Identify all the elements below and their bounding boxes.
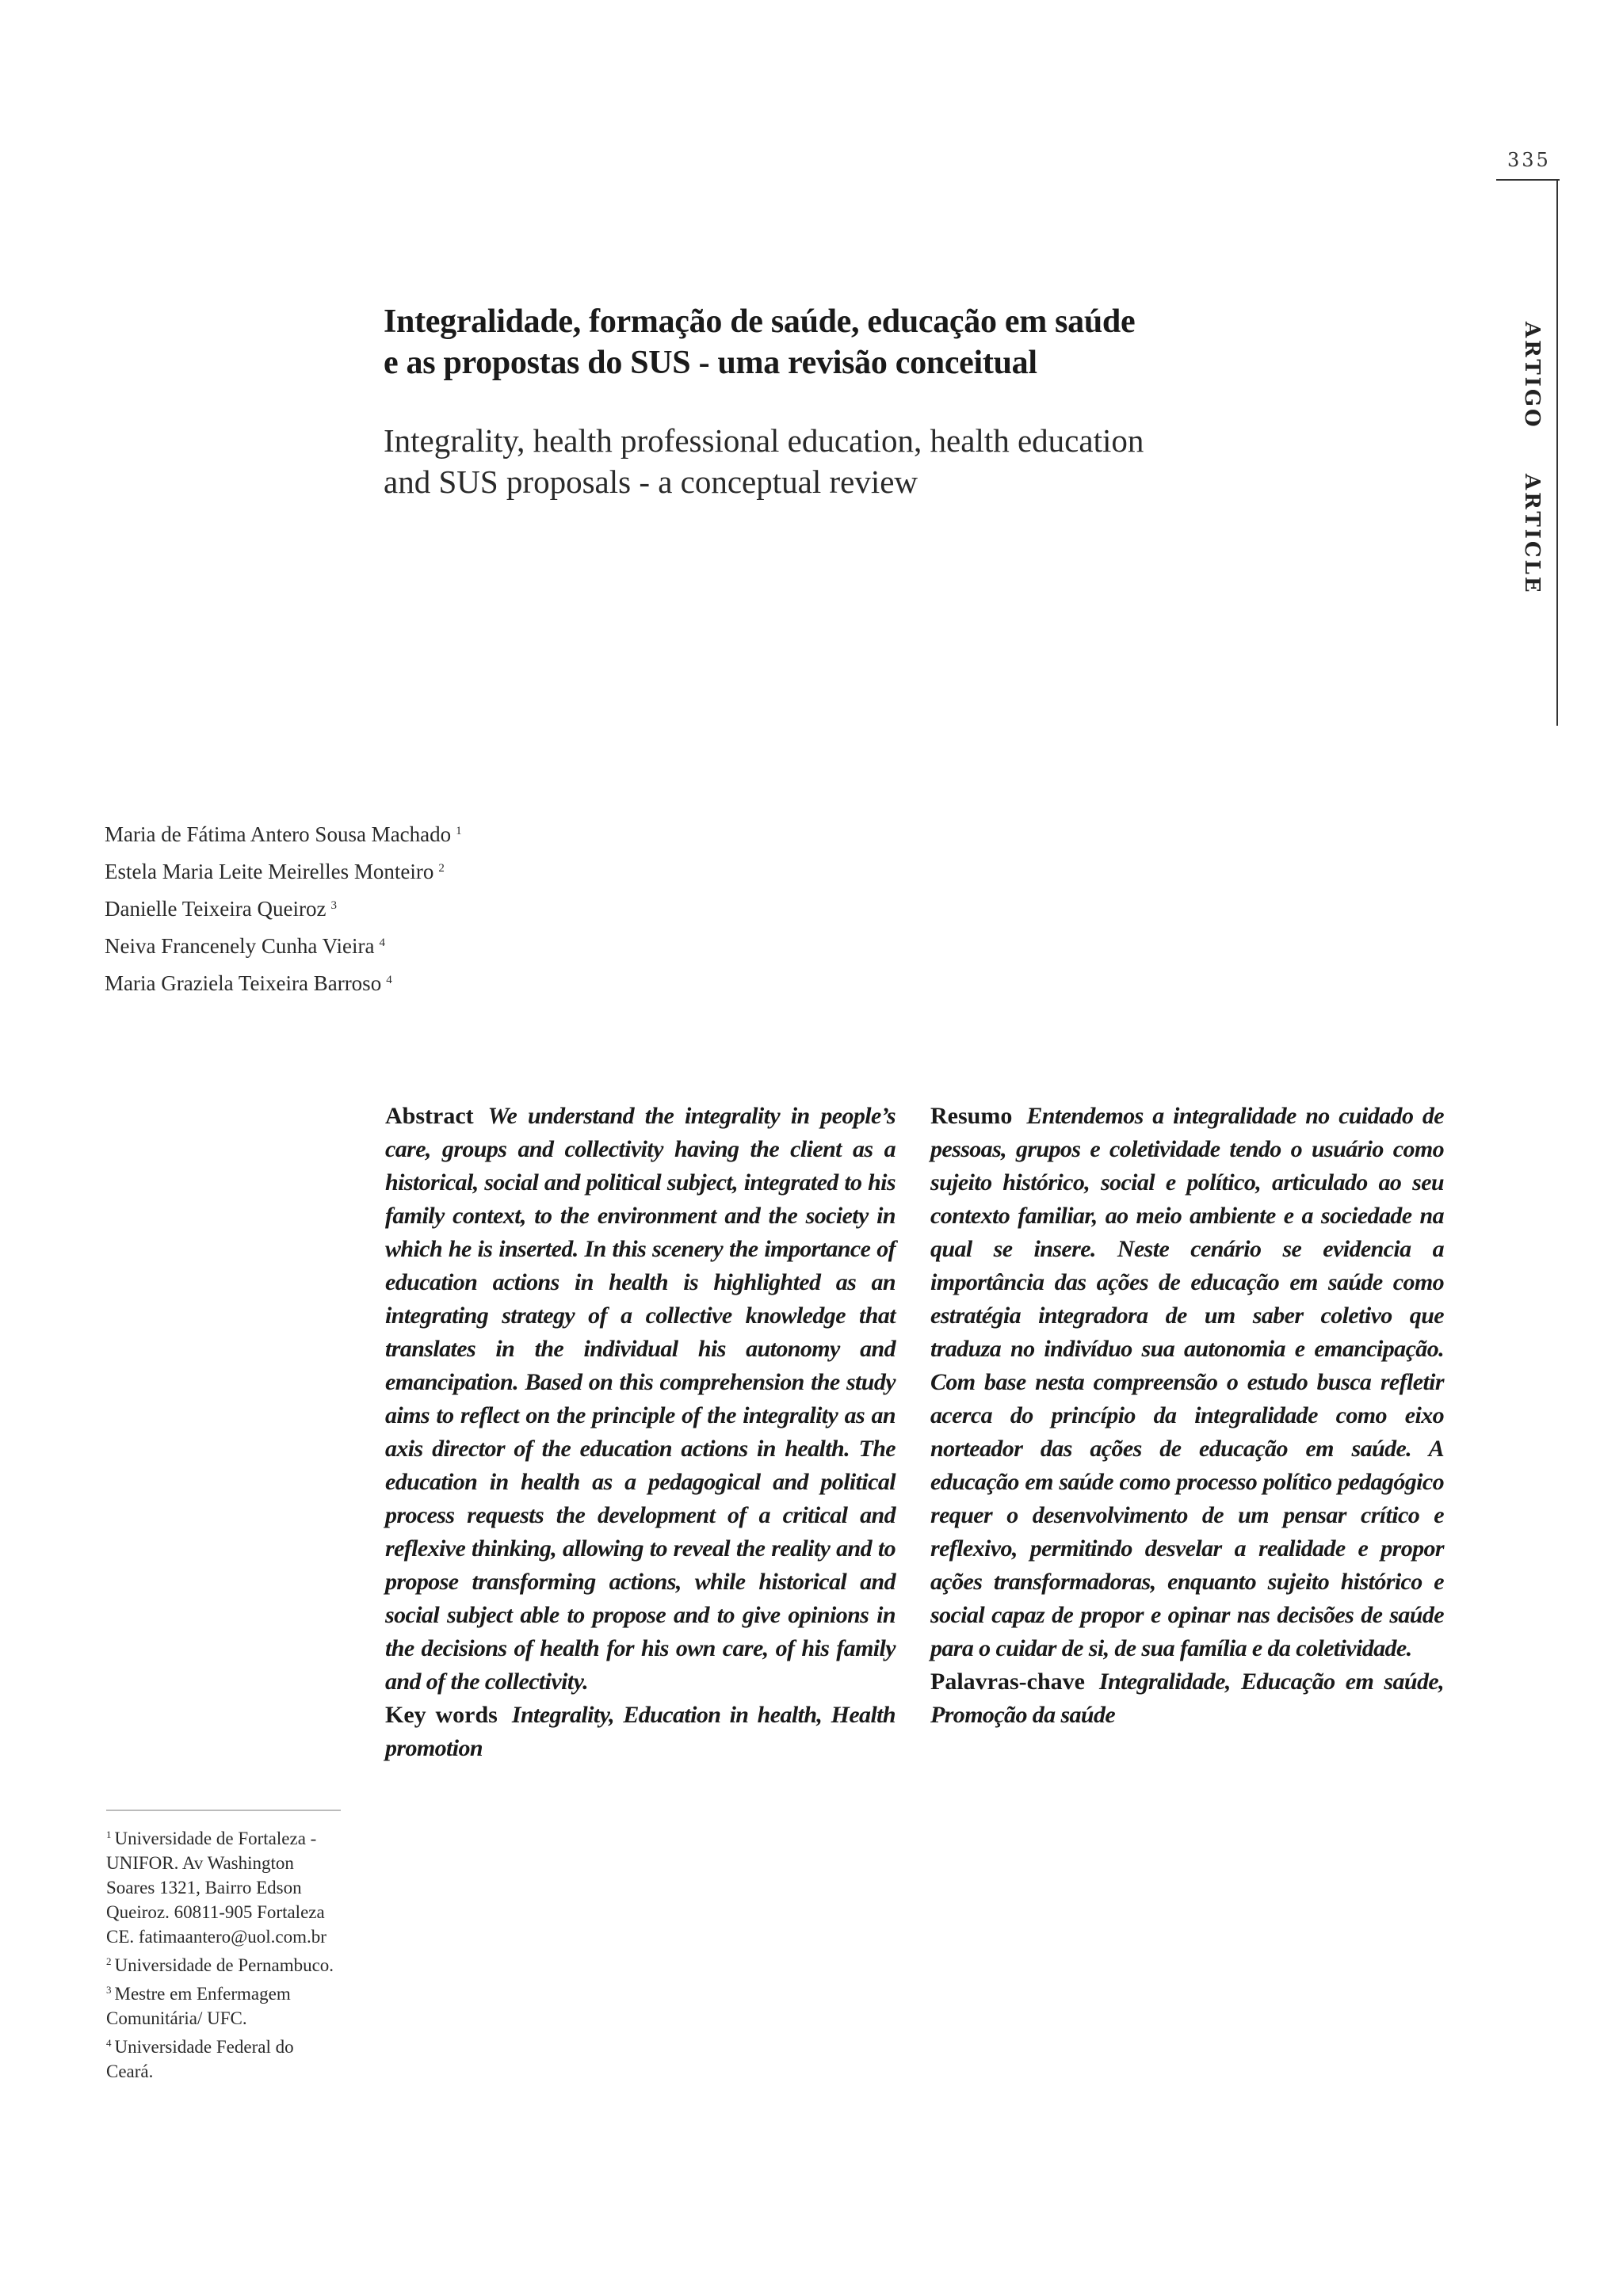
author [105, 926, 462, 963]
footnote-text: Universidade de Fortaleza - UNIFOR. Av Washington Soares 1321, Bairro Edson Queiroz. 60811-905 Fortaleza CE. fatimaantero@uol.com.br [106, 1829, 327, 1947]
author-affiliation-mark: 4 [386, 974, 392, 986]
resumo-text: Entendemos a integralidade no cuidado de pessoas, grupos e coletividade tendo o usuário como sujeito histórico, social e político, articulado ao seu contexto familiar, ao meio ambiente e a sociedade na qual se insere. Neste cenário se evidencia a importância das ações de educação em saúde como estratégia integradora de um saber coletivo que traduza no indivíduo sua autonomia e emancipação. Com base nesta compreensão o estudo busca refletir acerca do princípio da integralidade como eixo norteador das ações de educação em saúde. A educação em saúde como processo político pedagógico requer o desenvolvimento de um pensar crítico e reflexivo, permitindo desvelar a realidade e propor ações transformadoras, enquanto sujeito histórico e social capaz de propor e opinar nas decisões de saúde para o cuidar de si, de sua família e da coletividade. [930, 1103, 1444, 1661]
author [105, 852, 462, 889]
palavras-chave-text: Integralidade, Educação em saúde, Promoção da saúde [930, 1669, 1444, 1728]
footnotes [106, 1822, 344, 2084]
footnote-rule [106, 1810, 341, 1811]
footnote-mark: 2 [106, 1955, 112, 1967]
author [105, 963, 462, 1001]
footnote-text: Universidade Federal do Ceará. [106, 2037, 294, 2081]
keywords-text: Integrality, Education in health, Health promotion [385, 1702, 896, 1761]
author-affiliation-mark: 2 [438, 862, 445, 875]
keywords-pt-paragraph [930, 1665, 1444, 1732]
title-en-line: Integrality, health professional education, health education [384, 422, 1144, 459]
author-affiliation-mark: 3 [330, 899, 337, 912]
abstract-text: We understand the integrality in people’s care, groups and collectivity having the client as a historical, social and political subject, integrated to his family context, to the environment and the society in which he is inserted. In this scenery the importance of education actions in health is highlighted as an integrating strategy of a collective knowledge that translates in the individual his autonomy and emancipation. Based on this comprehension the study aims to reflect on the principle of the integrality as an axis director of the education actions in health. The education in health as a pedagogical and political process requests the development of a critical and reflexive thinking, allowing to reveal the reality and to propose transforming actions, while historical and social subject able to propose and to give opinions in the decisions of health for his own care, of his family and of the collectivity. [385, 1103, 896, 1695]
footnote [106, 2031, 344, 2084]
title-portuguese [384, 301, 1319, 383]
author-list [105, 814, 462, 1001]
author [105, 889, 462, 926]
footnote [106, 1949, 344, 1978]
footnote [106, 1978, 344, 2031]
author-name: Estela Maria Leite Meirelles Monteiro [105, 860, 434, 883]
footnote-mark: 4 [106, 2037, 112, 2049]
abstract-pt-paragraph [930, 1100, 1444, 1665]
title-pt-line: Integralidade, formação de saúde, educação em saúde [384, 303, 1136, 340]
corner-rule-horizontal [1496, 179, 1560, 181]
abstract-label: Abstract [385, 1103, 474, 1129]
page-number: 335 [1507, 149, 1551, 171]
keywords-label: Key words [385, 1702, 498, 1728]
title-en-line: and SUS proposals - a conceptual review [384, 463, 918, 500]
author-name: Neiva Francenely Cunha Vieira [105, 934, 375, 958]
author-name: Maria Graziela Teixeira Barroso [105, 971, 382, 995]
footnote [106, 1822, 344, 1949]
footnote-mark: 1 [106, 1829, 112, 1840]
section-label-artigo: ARTIGO [1520, 322, 1544, 429]
abstract-en-paragraph [385, 1100, 896, 1699]
resumo-label: Resumo [930, 1103, 1013, 1129]
footnote-text: Mestre em Enfermagem Comunitária/ UFC. [106, 1984, 291, 2028]
title-english [384, 420, 1319, 502]
title-pt-line: e as propostas do SUS - uma revisão conceitual [384, 345, 1037, 381]
abstract-english [385, 1100, 896, 1765]
author [105, 814, 462, 852]
abstract-portuguese [930, 1100, 1444, 1732]
footnote-mark: 3 [106, 1984, 112, 1996]
author-affiliation-mark: 1 [456, 825, 462, 837]
author-affiliation-mark: 4 [379, 936, 386, 949]
author-name: Danielle Teixeira Queiroz [105, 897, 327, 921]
keywords-en-paragraph [385, 1699, 896, 1765]
section-label [1520, 322, 1544, 594]
footnote-text: Universidade de Pernambuco. [114, 1955, 334, 1975]
author-name: Maria de Fátima Antero Sousa Machado [105, 822, 452, 846]
palavras-chave-label: Palavras-chave [930, 1669, 1085, 1695]
corner-rule-vertical [1556, 179, 1558, 726]
section-label-article: ARTICLE [1520, 473, 1544, 595]
